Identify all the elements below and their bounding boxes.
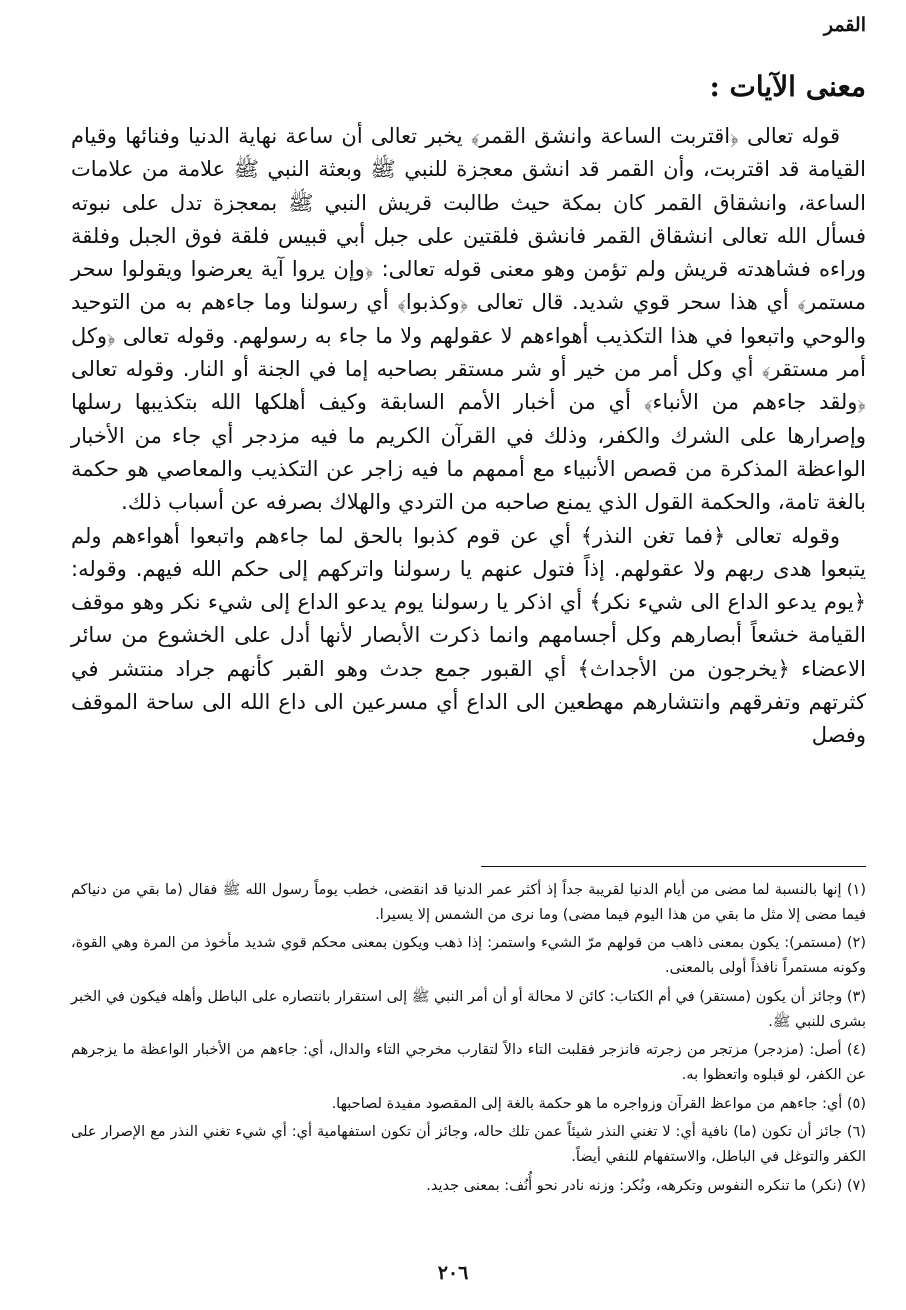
- running-header: القمر: [823, 14, 866, 36]
- footnote: (٧) (نكر) ما تنكره النفوس وتكرهه، ونُكر: وزنه نادر نحو أُنُف: بمعنى جديد.: [426, 1177, 866, 1194]
- footnote: (٣) وجائز أن يكون (مستقر) في أم الكتاب: كائن لا محالة أو أن أمر النبي ﷺ إلى استقرار بانتصاره على الباطل وأهله فيكون في الخبر بشرى للنبي ﷺ.: [71, 988, 866, 1030]
- footnote: (٤) أصل: (مزدجر) مزتجر من زجرته فانزجر فقلبت التاء دالاً لتقارب مخرجي التاء والدال، أي: جاءهم من الأخبار الواعظة ما يزجرهم عن الكفر، لو قبلوه واتعظوا به.: [71, 1042, 866, 1083]
- footnote-separator: [481, 866, 866, 867]
- paragraph: قوله تعالى ﴿اقتربت الساعة وانشق القمر﴾ يخبر تعالى أن ساعة نهاية الدنيا وفنائها وقيام القيامة قد اقتربت، وأن القمر قد انشق معجزة للنبي ﷺ وبعثة النبي ﷺ علامة من علامات الساعة، وانشقاق القمر كان بمكة حيث طالبت قريش النبي ﷺ بمعجزة تدل على نبوته فسأل الله تعالى انشقاق القمر فانشق فلقتين على جبل أبي قبيس فلقة فوق الجبل وفلقة وراءه فشاهدته قريش ولم تؤمن وهو معنى قوله تعالى: ﴿وإن يروا آية يعرضوا ويقولوا سحر مستمر﴾ أي هذا سحر قوي شديد. قال تعالى ﴿وكذبوا﴾ أي رسولنا وما جاءهم به من التوحيد والوحي واتبعوا في هذا التكذيب أهواءهم لا عقولهم ولا ما جاء به رسولهم. وقوله تعالى ﴿وكل أمر مستقر﴾ أي وكل أمر من خير أو شر مستقر بصاحبه إما في الجنة أو النار. وقوله تعالى ﴿ولقد جاءهم من الأنباء﴾ أي من أخبار الأمم السابقة وكيف أهلكها الله بتكذيبها رسلها وإصرارها على الشرك والكفر، وذلك في القرآن الكريم ما فيه مزدجر أي جاء من الأخبار الواعظة المذكرة من قصص الأنبياء مع أممهم ما فيه زاجر عن التكذيب والمعاصي هو حكمة بالغة تامة، والحكمة القول الذي يمنع صاحبه من التردي والهلاك بصرفه عن أسباب ذلك.: [71, 124, 866, 515]
- main-text: [71, 120, 866, 753]
- page-number: ٢٠٦: [437, 1262, 469, 1284]
- footnotes: [71, 878, 866, 1202]
- footnote: (٥) أي: جاءهم من مواعظ القرآن وزواجره ما هو حكمة بالغة إلى المقصود مفيدة لصاحبها.: [331, 1095, 866, 1112]
- footnote: (٦) جائز أن تكون (ما) نافية أي: لا تغني النذر شيئاً عمن تلك حاله، وجائز أن تكون استفهامية أي: أي شيء تغني النذر مع الإصرار على الكفر والتوغل في الباطل، والاستفهام للنفي أيضاً.: [71, 1124, 866, 1166]
- footnote: (١) إنها بالنسبة لما مضى من أيام الدنيا لقريبة جداً إذ أكثر عمر الدنيا قد انقضى، خطب يوماً رسول الله ﷺ فقال (ما بقي من دنياكم فيما مضى إلا مثل ما بقي من هذا اليوم فيما مضى) وما نرى من الشمس إلا يسيرا.: [71, 882, 866, 923]
- footnote: (٢) (مستمر): يكون بمعنى ذاهب من قولهم مرّ الشيء واستمر: إذا ذهب ويكون بمعنى محكم قوي شديد مأخوذ من المرة وهي القوة، وكونه مستمراً نافذاً أولى بالمعنى.: [71, 935, 866, 977]
- section-heading: معنى الآيات :: [709, 70, 866, 103]
- paragraph: وقوله تعالى ﴿فما تغن النذر﴾ أي عن قوم كذبوا بالحق لما جاءهم واتبعوا أهواءهم ولم يتبعوا هدى ربهم ولا عقولهم. إذاً فتول عنهم يا رسولنا واتركهم إلى حكم الله فيهم. وقوله: ﴿يوم يدعو الداع الى شيء نكر﴾ أي اذكر يا رسولنا يوم يدعو الداع إلى شيء نكر وهو موقف القيامة خشعاً أبصارهم وكل أجسامهم وانما ذكرت الأبصار لأنها أدل على الخشوع من سائر الاعضاء ﴿يخرجون من الأجداث﴾ أي القبور جمع جدث وهو القبر كأنهم جراد منتشر في كثرتهم وتفرقهم وانتشارهم مهطعين الى الداع أي مسرعين الى داع الله الى ساحة الموقف وفصل: [71, 523, 866, 748]
